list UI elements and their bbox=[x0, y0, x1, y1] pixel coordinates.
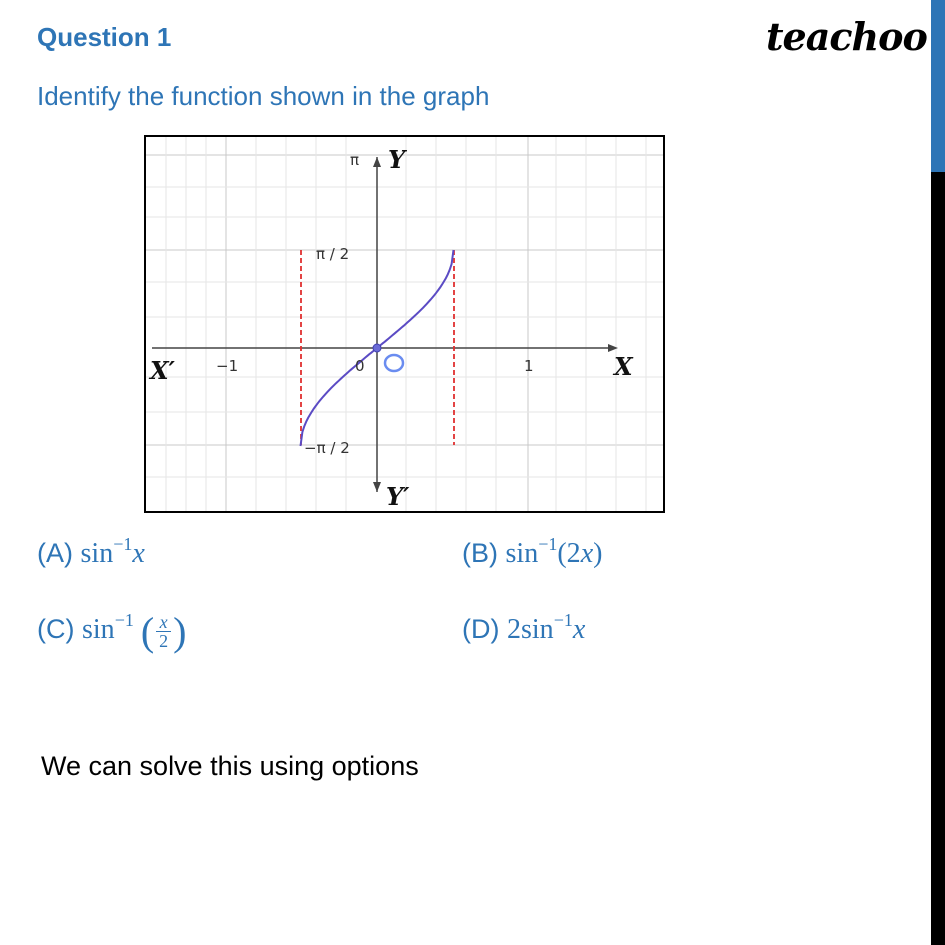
sidebar-bar bbox=[931, 172, 945, 945]
option-a[interactable] bbox=[37, 534, 145, 570]
brand-logo: teachoo bbox=[766, 14, 927, 59]
option-d[interactable] bbox=[462, 610, 586, 646]
graph-svg bbox=[146, 137, 663, 511]
function-graph bbox=[144, 135, 665, 513]
y-prime-label: Y′ bbox=[386, 482, 410, 511]
option-b-expr: $\sin^{-1}(2x)$ bbox=[505, 534, 603, 569]
sidebar-accent bbox=[931, 0, 945, 172]
x-prime-label: X′ bbox=[150, 356, 175, 385]
option-d-label: (D) bbox=[462, 614, 500, 644]
origin-point bbox=[373, 344, 381, 352]
tick-label-one: 1 bbox=[524, 357, 534, 375]
option-b-label: (B) bbox=[462, 538, 498, 568]
option-b[interactable] bbox=[462, 534, 603, 570]
tick-label-pi-half: π / 2 bbox=[316, 245, 350, 263]
origin-marker-circle bbox=[385, 355, 403, 371]
tick-label-zero: 0 bbox=[355, 357, 365, 375]
y-axis-arrow-up bbox=[373, 157, 381, 167]
tick-label-pi: π bbox=[350, 151, 360, 169]
question-title: Question 1 bbox=[37, 22, 172, 52]
tick-label-neg-one: −1 bbox=[216, 357, 239, 375]
tick-label-neg-pi-half: −π / 2 bbox=[304, 439, 350, 457]
option-c[interactable] bbox=[37, 608, 187, 655]
option-a-label: (A) bbox=[37, 538, 73, 568]
y-axis-label: Y bbox=[388, 145, 406, 174]
option-c-label: (C) bbox=[37, 613, 75, 644]
option-a-expr: $\sin^{-1}x$ bbox=[80, 534, 145, 569]
option-c-expr: $\sin^{-1}$ ( $\frac{x}{2}$ ) bbox=[82, 609, 187, 654]
option-d-expr: $2\sin^{-1}x$ bbox=[507, 610, 586, 645]
y-axis-arrow-down bbox=[373, 482, 381, 492]
question-text: Identify the function shown in the graph bbox=[37, 81, 490, 111]
solve-text: We can solve this using options bbox=[41, 751, 419, 781]
x-axis-label: X bbox=[614, 352, 633, 381]
